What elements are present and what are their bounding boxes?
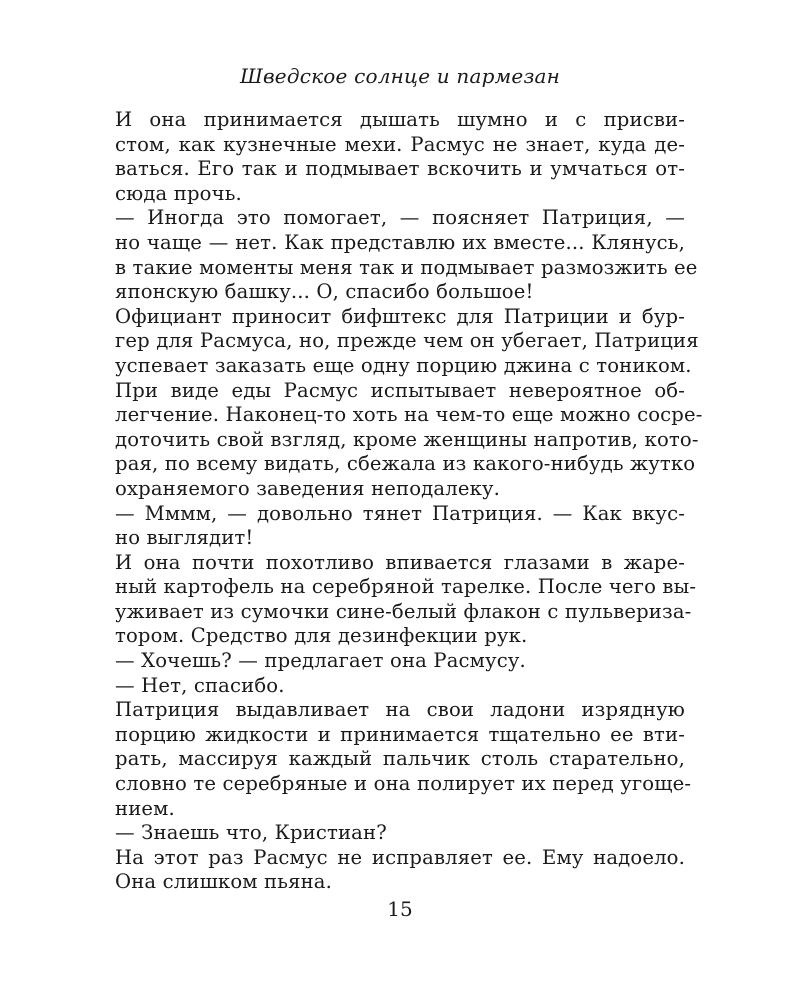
text-line: рая, по всему видать, сбежала из какого-нибудь жутко [115, 452, 696, 476]
text-line: охраняемого заведения неподалеку. [115, 476, 501, 500]
text-line: Она слишком пьяна. [115, 870, 332, 894]
text-line: легчение. Наконец-то хоть на чем-то еще можно сосре- [115, 403, 703, 427]
text-line: уживает из сумочки сине-белый флакон с пульвериза- [115, 599, 692, 623]
text-line: И она почти похотливо впивается глазами в жаре- [115, 550, 685, 574]
text-line: успевает заказать еще одну порцию джина с тоником. [115, 353, 692, 377]
text-line: — Нет, спасибо. [115, 673, 285, 697]
text-line: ный картофель на серебряной тарелке. После чего вы- [115, 575, 697, 599]
text-line: тором. Средство для дезинфекции рук. [115, 624, 528, 648]
text-line: в такие моменты меня так и подмывает размозжить ее [115, 255, 698, 279]
paragraph [115, 378, 703, 502]
text-line: — Хочешь? — предлагает она Расмусу. [115, 649, 526, 673]
text-line: порцию жидкости и принимается тщательно ее вти- [115, 722, 685, 746]
text-line: японскую башку... О, спасибо большое! [115, 280, 534, 304]
page-number: 15 [387, 897, 413, 921]
body-text [115, 108, 703, 895]
text-line: словно те серебряные и она полирует их перед угоще- [115, 772, 692, 796]
book-page [115, 62, 703, 895]
text-line: нием. [115, 796, 175, 820]
text-line: Патриция выдавливает на свои ладони изрядную [115, 698, 685, 722]
text-line: Официант приносит бифштекс для Патриции и бур- [115, 304, 685, 328]
text-line: ваться. Его так и подмывает вскочить и умчаться от- [115, 157, 685, 181]
text-line: гер для Расмуса, но, прежде чем он убегает, Патриция [115, 329, 699, 353]
paragraph [115, 550, 697, 649]
text-line: На этот раз Расмус не исправляет ее. Ему надоело. [115, 845, 685, 869]
text-line: стом, как кузнечные мехи. Расмус не знает, куда де- [115, 132, 685, 156]
text-line: рать, массируя каждый пальчик столь старательно, [115, 747, 685, 771]
paragraph [115, 304, 699, 379]
paragraph [115, 108, 685, 206]
text-line: — Иногда это помогает, — поясняет Патриция, — [115, 206, 685, 230]
text-line: сюда прочь. [115, 181, 242, 205]
paragraph [115, 649, 685, 674]
text-line: но выглядит! [115, 526, 254, 550]
paragraph [115, 846, 685, 895]
paragraph [115, 206, 698, 304]
paragraph [115, 502, 685, 551]
text-line: доточить свой взгляд, кроме женщины напротив, кото- [115, 427, 699, 451]
running-head: Шведское солнце и пармезан [239, 64, 561, 88]
text-line: — Мммм, — довольно тянет Патриция. — Как вкус- [115, 501, 685, 525]
text-line: При виде еды Расмус испытывает невероятное об- [115, 378, 685, 402]
paragraph [115, 698, 692, 821]
text-line: но чаще — нет. Как представлю их вместе... Клянусь, [115, 230, 685, 254]
text-line: И она принимается дышать шумно и с присви- [115, 108, 685, 131]
text-line: — Знаешь что, Кристиан? [115, 821, 387, 845]
paragraph [115, 821, 685, 846]
paragraph [115, 674, 685, 699]
